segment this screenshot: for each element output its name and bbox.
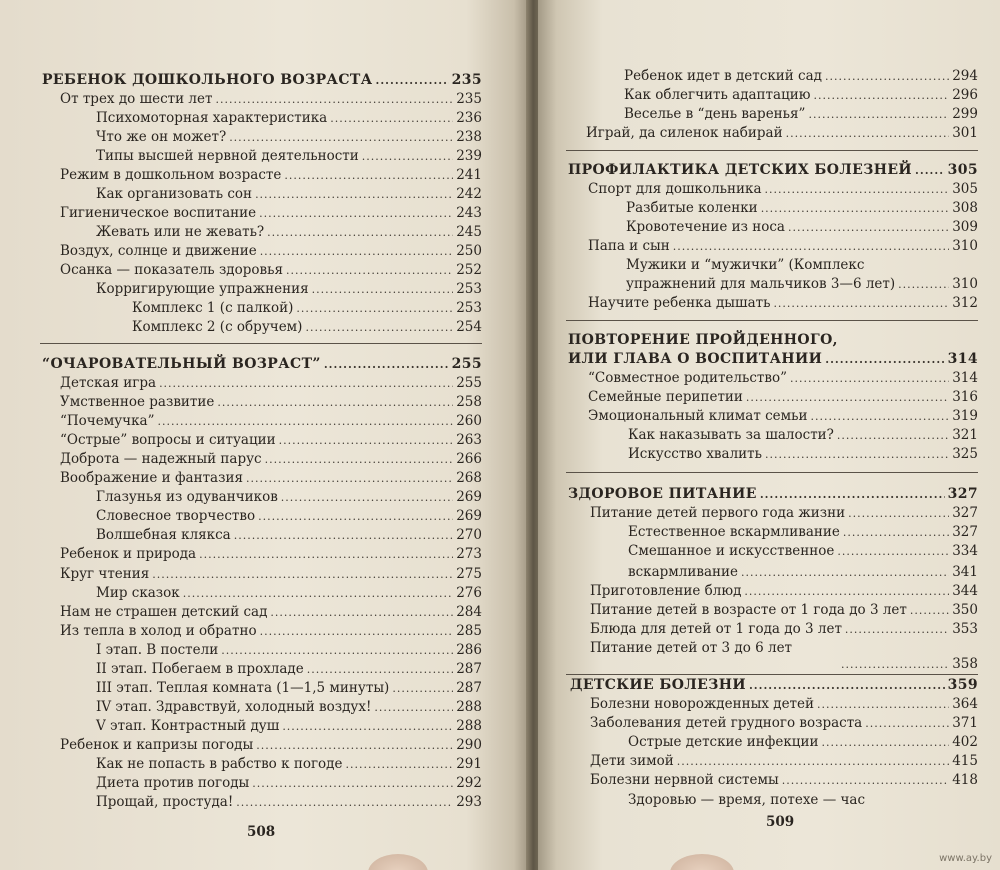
toc-entry: Веселье в “день варенья” ..... 299 <box>624 106 978 123</box>
toc-heading-line: ПОВТОРЕНИЕ ПРОЙДЕННОГО, <box>568 332 838 348</box>
toc-entry: Умственное развитие ..... 258 <box>60 394 482 411</box>
toc-entry: Прощай, простуда! ..... 293 <box>96 794 482 811</box>
section-divider <box>566 320 978 321</box>
toc-entry: Дети зимой ..... 415 <box>590 753 978 770</box>
toc-entry: Приготовление блюд ..... 344 <box>590 583 978 600</box>
toc-entry: Глазунья из одуванчиков ..... 269 <box>96 489 482 506</box>
toc-entry: Питание детей в возрасте от 1 года до 3 лет ..... 350 <box>590 602 978 619</box>
toc-entry: Психомоторная характеристика ..... 236 <box>96 110 482 127</box>
section-divider <box>566 674 978 675</box>
toc-entry: “Почемучка” ..... 260 <box>60 413 482 430</box>
toc-entry: Как не попасть в рабство к погоде ..... 291 <box>96 756 482 773</box>
toc-entry: Из тепла в холод и обратно ..... 285 <box>60 623 482 640</box>
toc-heading: РЕБЕНОК ДОШКОЛЬНОГО ВОЗРАСТА ..... 235 <box>42 72 482 89</box>
toc-entry: Болезни нервной системы ..... 418 <box>590 772 978 789</box>
toc-entry: II этап. Побегаем в прохладе ..... 287 <box>96 661 482 678</box>
toc-entry: Ребенок идет в детский сад ..... 294 <box>624 68 978 85</box>
toc-entry: Гигиеническое воспитание ..... 243 <box>60 205 482 222</box>
toc-entry: ..... 358 <box>838 656 978 673</box>
toc-entry: Мир сказок ..... 276 <box>96 585 482 602</box>
toc-entry: Эмоциональный климат семьи ..... 319 <box>588 408 978 425</box>
toc-entry: Словесное творчество ..... 269 <box>96 508 482 525</box>
toc-entry: Режим в дошкольном возрасте ..... 241 <box>60 167 482 184</box>
finger <box>368 854 428 870</box>
toc-entry: Спорт для дошкольника ..... 305 <box>588 181 978 198</box>
toc-entry: Болезни новорожденных детей ..... 364 <box>590 696 978 713</box>
toc-entry: Заболевания детей грудного возраста ..... 371 <box>590 715 978 732</box>
toc-heading: “ОЧАРОВАТЕЛЬНЫЙ ВОЗРАСТ” ..... 255 <box>42 356 482 373</box>
toc-entry: Комплекс 2 (с обручем) ..... 254 <box>132 319 482 336</box>
toc-entry: Как наказывать за шалости? ..... 321 <box>628 427 978 444</box>
toc-entry: Питание детей первого года жизни ..... 327 <box>590 505 978 522</box>
toc-entry: Детская игра ..... 255 <box>60 375 482 392</box>
section-divider <box>566 472 978 473</box>
toc-entry-line: Мужики и “мужички” (Комплекс <box>626 257 865 273</box>
toc-entry: Острые детские инфекции ..... 402 <box>628 734 978 751</box>
toc-entry-line: Здоровью — время, потехе — час <box>628 792 866 808</box>
toc-entry: Типы высшей нервной деятельности ..... 239 <box>96 148 482 165</box>
toc-entry: Что же он может? ..... 238 <box>96 129 482 146</box>
toc-entry: V этап. Контрастный душ ..... 288 <box>96 718 482 735</box>
finger <box>670 854 734 870</box>
toc-entry: Волшебная клякса ..... 270 <box>96 527 482 544</box>
toc-heading: ИЛИ ГЛАВА О ВОСПИТАНИИ ..... 314 <box>568 351 978 368</box>
toc-entry-line: Питание детей от 3 до 6 лет <box>590 640 793 656</box>
toc-entry: Ребенок и капризы погоды ..... 290 <box>60 737 482 754</box>
toc-entry: Доброта — надежный парус ..... 266 <box>60 451 482 468</box>
toc-entry: “Острые” вопросы и ситуации ..... 263 <box>60 432 482 449</box>
toc-entry: Диета против погоды ..... 292 <box>96 775 482 792</box>
section-divider <box>566 150 978 151</box>
toc-entry: Воображение и фантазия ..... 268 <box>60 470 482 487</box>
toc-entry: вскармливание ..... 341 <box>628 564 978 581</box>
toc-entry: Блюда для детей от 1 года до 3 лет ..... 353 <box>590 621 978 638</box>
toc-entry: Осанка — показатель здоровья ..... 252 <box>60 262 482 279</box>
toc-entry: От трех до шести лет ..... 235 <box>60 91 482 108</box>
toc-entry: III этап. Теплая комната (1—1,5 минуты) ..... 287 <box>96 680 482 697</box>
toc-heading: ДЕТСКИЕ БОЛЕЗНИ ..... 359 <box>570 677 978 694</box>
toc-heading: ЗДОРОВОЕ ПИТАНИЕ ..... 327 <box>568 486 978 503</box>
toc-entry: “Совместное родительство” ..... 314 <box>588 370 978 387</box>
watermark: www.ay.by <box>939 853 992 864</box>
toc-entry: Круг чтения ..... 275 <box>60 566 482 583</box>
toc-entry: Как организовать сон ..... 242 <box>96 186 482 203</box>
toc-entry: Научите ребенка дышать ..... 312 <box>588 295 978 312</box>
toc-entry: Папа и сын ..... 310 <box>588 238 978 255</box>
toc-entry: Как облегчить адаптацию ..... 296 <box>624 87 978 104</box>
toc-heading: ПРОФИЛАКТИКА ДЕТСКИХ БОЛЕЗНЕЙ ..... 305 <box>568 162 978 179</box>
page-number: 509 <box>766 814 795 830</box>
toc-entry: Семейные перипетии ..... 316 <box>588 389 978 406</box>
section-divider <box>40 343 482 344</box>
toc-entry: Разбитые коленки ..... 308 <box>626 200 978 217</box>
toc-entry: Смешанное и искусственное ..... 334 <box>628 543 978 560</box>
right-page <box>538 0 1000 870</box>
toc-entry: Жевать или не жевать? ..... 245 <box>96 224 482 241</box>
toc-entry: Искусство хвалить ..... 325 <box>628 446 978 463</box>
toc-entry: Естественное вскармливание ..... 327 <box>628 524 978 541</box>
toc-entry: I этап. В постели ..... 286 <box>96 642 482 659</box>
page-number: 508 <box>247 824 276 840</box>
toc-entry: Комплекс 1 (с палкой) ..... 253 <box>132 300 482 317</box>
toc-entry: Нам не страшен детский сад ..... 284 <box>60 604 482 621</box>
toc-entry: IV этап. Здравствуй, холодный воздух! ..... 288 <box>96 699 482 716</box>
toc-entry: Ребенок и природа ..... 273 <box>60 546 482 563</box>
toc-entry: упражнений для мальчиков 3—6 лет) ..... 310 <box>626 276 978 293</box>
toc-entry: Корригирующие упражнения ..... 253 <box>96 281 482 298</box>
toc-entry: Воздух, солнце и движение ..... 250 <box>60 243 482 260</box>
toc-entry: Играй, да силенок набирай ..... 301 <box>586 125 978 142</box>
toc-entry: Кровотечение из носа ..... 309 <box>626 219 978 236</box>
